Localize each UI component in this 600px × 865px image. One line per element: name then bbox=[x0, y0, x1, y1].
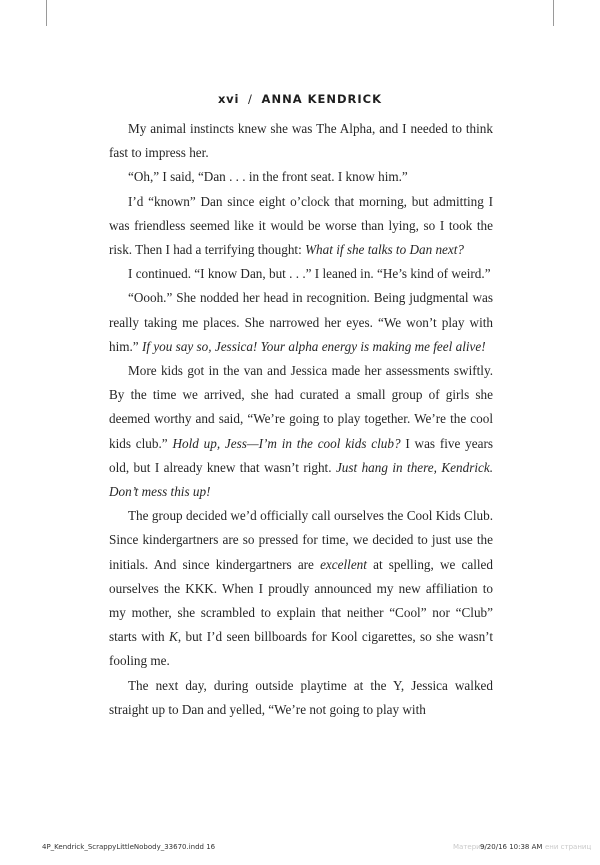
file-info: 4P_Kendrick_ScrappyLittleNobody_33670.indd 16 bbox=[42, 843, 216, 851]
text-run: , but I’d seen billboards for Kool cigarettes, so she wasn’t fooling me. bbox=[109, 629, 493, 669]
page-number: xvi bbox=[217, 92, 240, 106]
paragraph bbox=[109, 262, 493, 286]
paragraph bbox=[109, 286, 493, 359]
italic-text: excellent bbox=[320, 556, 367, 572]
body-text bbox=[109, 117, 493, 722]
text-run: I’d “known” Dan since eight o’clock that morning, but admitting I was friendless seemed like it would be worse than lying, so I took the risk. Then I had a terrifying thought: bbox=[109, 193, 493, 258]
faint-overlay-text-right: ени страниц bbox=[545, 843, 592, 851]
text-run: at spelling, we called ourselves the KKK. When I proudly announced my new affiliation to my mother, she scrambled to explain that neither “Cool” nor “Club” starts with bbox=[109, 556, 493, 645]
crop-mark-left bbox=[46, 0, 47, 26]
text-run: I was five years old, but I already knew that wasn’t right. bbox=[109, 435, 494, 475]
text-run: “Oooh.” She nodded her head in recognition. Being judgmental was really taking me places. She narrowed her eyes. “We won’t play with him.” bbox=[109, 290, 493, 354]
paragraph bbox=[109, 190, 493, 263]
running-header bbox=[0, 92, 600, 106]
paragraph bbox=[109, 117, 493, 165]
print-footer bbox=[0, 843, 600, 857]
faint-overlay-text: Материа bbox=[453, 843, 485, 851]
italic-text: Just hang in there, Kendrick. Don’t mess this up! bbox=[109, 459, 493, 500]
italic-text: What if she talks to Dan next? bbox=[305, 242, 465, 258]
text-run: I continued. “I know Dan, but . . .” I leaned in. “He’s kind of weird.” bbox=[128, 266, 491, 282]
italic-text: Hold up, Jess—I’m in the cool kids club? bbox=[172, 435, 401, 451]
text-run: The next day, during outside playtime at the Y, Jessica walked straight up to Dan and yelled, “We’re not going to play with bbox=[109, 677, 493, 717]
text-run: The group decided we’d officially call ourselves the Cool Kids Club. Since kindergartners are so pressed for time, we decided to just use the initials. And since kindergartners are bbox=[109, 508, 493, 572]
text-run: My animal instincts knew she was The Alpha, and I needed to think fast to impress her. bbox=[109, 121, 493, 161]
print-timestamp: 9/20/16 10:38 AM bbox=[480, 843, 543, 851]
text-run: More kids got in the van and Jessica made her assessments swiftly. By the time we arrived, she had curated a small group of girls she deemed worthy and said, “We’re going to play together. We’re the cool kids club.” bbox=[109, 363, 493, 451]
italic-text: K bbox=[169, 629, 178, 645]
author-name: ANNA KENDRICK bbox=[261, 92, 383, 106]
paragraph bbox=[109, 504, 493, 673]
crop-mark-right bbox=[553, 0, 554, 26]
text-run: “Oh,” I said, “Dan . . . in the front seat. I know him.” bbox=[128, 169, 408, 185]
paragraph bbox=[109, 674, 493, 722]
paragraph bbox=[109, 359, 493, 504]
header-separator: / bbox=[248, 92, 253, 106]
italic-text: If you say so, Jessica! Your alpha energy is making me feel alive! bbox=[141, 338, 486, 354]
paragraph bbox=[109, 165, 493, 189]
